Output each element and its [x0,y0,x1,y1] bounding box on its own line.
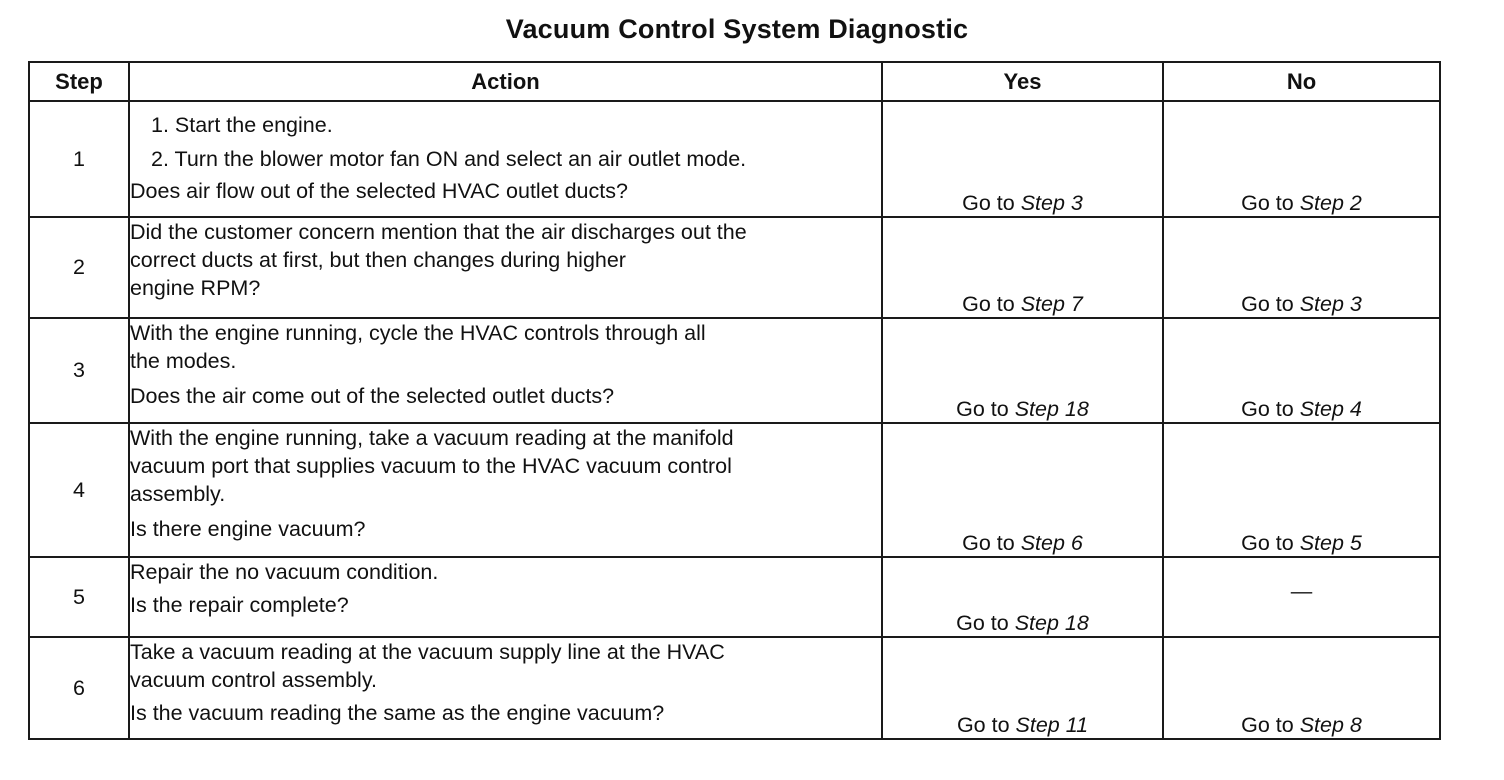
go-to-label: Go to [1241,292,1294,316]
diagnostic-table [28,61,1441,740]
action-text-line: Take a vacuum reading at the vacuum supply line at the HVAC [130,640,725,664]
yes-cell [882,101,1163,217]
no-cell [1163,318,1440,423]
action-text-line: engine RPM? [130,276,261,300]
table-row [29,318,1440,423]
no-cell [1163,423,1440,557]
action-question: Does air flow out of the selected HVAC outlet ducts? [130,179,628,203]
yes-step-ref: Step 3 [1020,191,1083,215]
header-step: Step [29,62,129,101]
header-yes: Yes [882,62,1163,101]
go-to-label: Go to [1241,191,1294,215]
no-cell [1163,637,1440,739]
step-number: 2 [29,217,129,318]
table-row [29,423,1440,557]
action-text-line: Repair the no vacuum condition. [130,560,439,584]
action-cell [129,217,882,318]
action-question: Is the repair complete? [130,593,349,617]
table-row [29,557,1440,637]
yes-step-ref: Step 7 [1020,292,1083,316]
step-number: 3 [29,318,129,423]
action-question: Is the vacuum reading the same as the engine vacuum? [130,701,665,725]
action-text-line: correct ducts at first, but then changes during higher [130,248,626,272]
no-step-ref: Step 4 [1299,397,1362,421]
go-to-label: Go to [956,397,1009,421]
yes-cell [882,637,1163,739]
step-number: 1 [29,101,129,217]
go-to-label: Go to [956,713,1010,737]
action-list-item: 1. Start the engine. [151,113,333,137]
no-step-ref: Step 3 [1299,292,1362,316]
yes-step-ref: Step 18 [1014,611,1089,635]
action-text-line: vacuum port that supplies vacuum to the HVAC vacuum control [130,454,732,478]
yes-step-ref: Step 6 [1020,531,1083,555]
yes-cell [882,318,1163,423]
action-question: Does the air come out of the selected outlet ducts? [130,384,615,408]
go-to-label: Go to [962,191,1015,215]
go-to-label: Go to [1241,713,1294,737]
action-question: Is there engine vacuum? [130,517,366,541]
go-to-label: Go to [962,292,1015,316]
no-dash: — [1290,578,1313,603]
action-list-item: 2. Turn the blower motor fan ON and select an air outlet mode. [151,147,747,171]
yes-cell [882,423,1163,557]
action-cell [129,423,882,557]
no-cell [1163,101,1440,217]
yes-cell [882,557,1163,637]
page-title: Vacuum Control System Diagnostic [505,14,969,44]
yes-step-ref: Step 11 [1015,713,1089,737]
yes-step-ref: Step 18 [1014,397,1089,421]
go-to-label: Go to [1241,531,1294,555]
table-row [29,217,1440,318]
action-text-line: With the engine running, cycle the HVAC controls through all [130,321,706,345]
action-cell [129,637,882,739]
no-step-ref: Step 8 [1299,713,1362,737]
header-no: No [1163,62,1440,101]
no-step-ref: Step 2 [1299,191,1362,215]
action-text-line: assembly. [130,482,226,506]
go-to-label: Go to [956,611,1009,635]
step-number: 6 [29,637,129,739]
header-row [29,62,1440,101]
table-row [29,637,1440,739]
no-cell [1163,557,1440,637]
step-number: 5 [29,557,129,637]
table-row [29,101,1440,217]
action-text-line: vacuum control assembly. [130,668,377,692]
action-text-line: With the engine running, take a vacuum reading at the manifold [130,426,734,450]
no-cell [1163,217,1440,318]
yes-cell [882,217,1163,318]
go-to-label: Go to [962,531,1015,555]
go-to-label: Go to [1241,397,1294,421]
action-cell [129,101,882,217]
action-cell [129,318,882,423]
action-text-line: the modes. [130,349,237,373]
no-step-ref: Step 5 [1299,531,1362,555]
action-cell [129,557,882,637]
step-number: 4 [29,423,129,557]
action-text-line: Did the customer concern mention that the air discharges out the [130,220,747,244]
header-action: Action [129,62,882,101]
